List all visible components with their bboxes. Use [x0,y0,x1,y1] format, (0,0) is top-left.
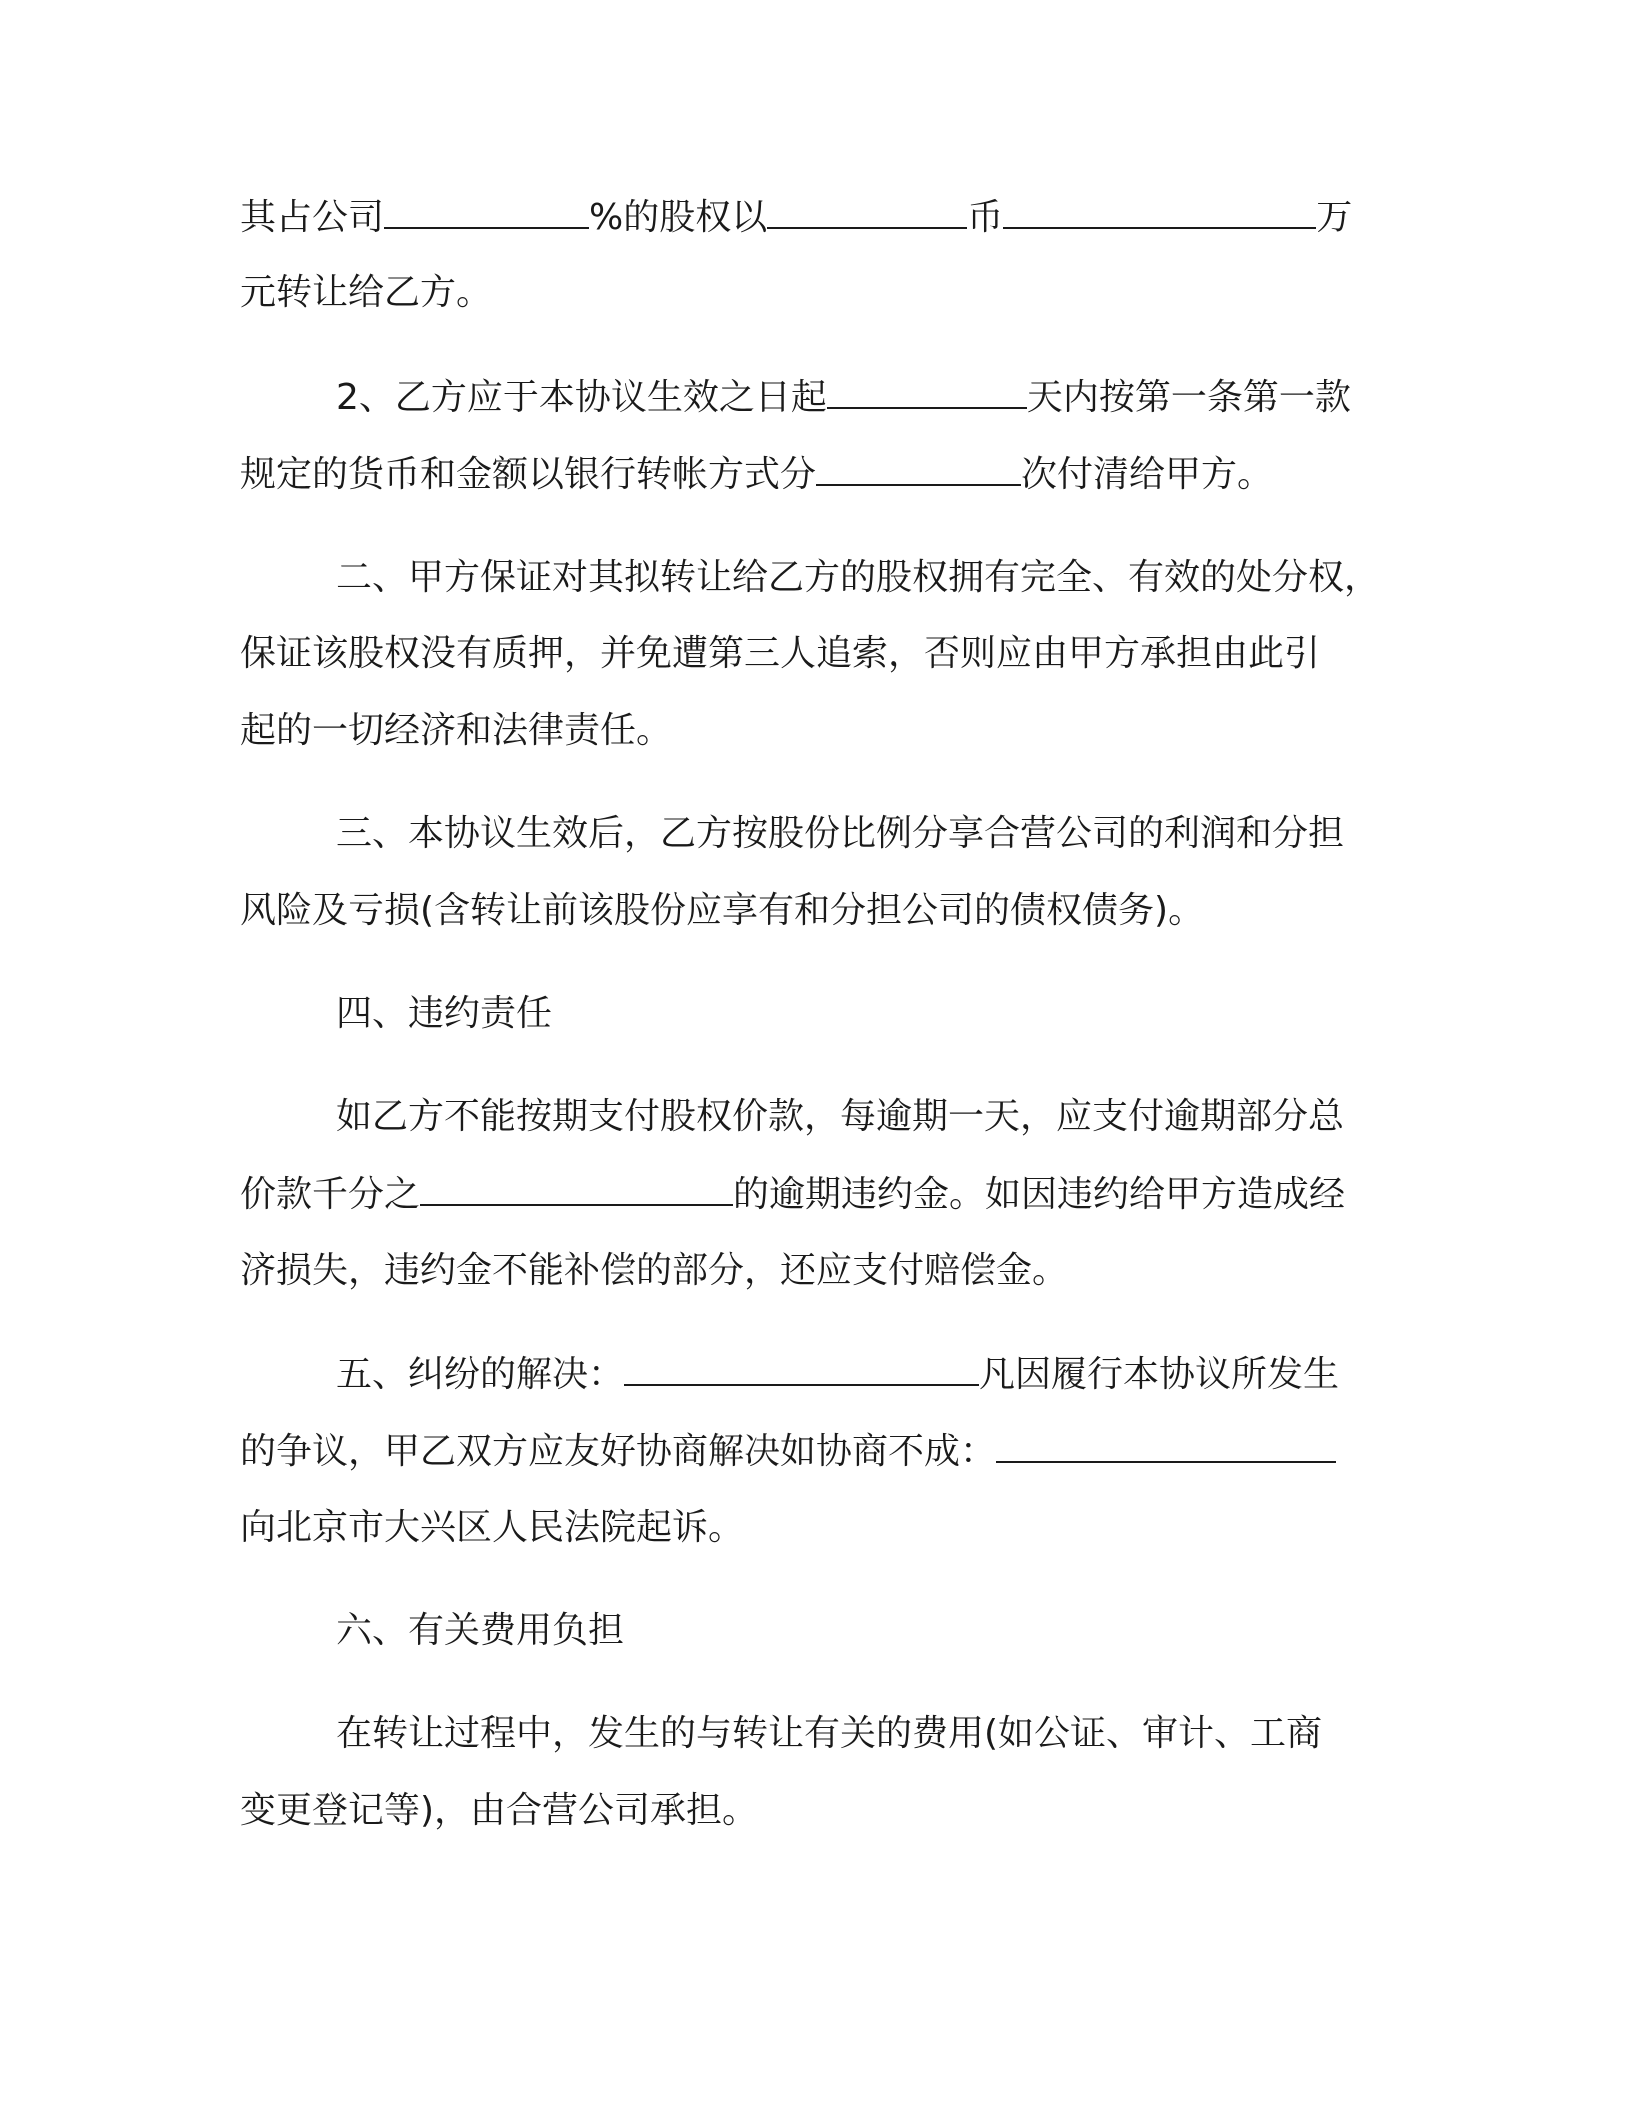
paragraph-line [336,810,1344,858]
text-fragment: 其占公司 [240,197,385,238]
text-fragment: 万 [1316,197,1353,238]
section-heading [336,990,552,1038]
paragraph-line [336,373,1351,421]
paragraph-line [240,450,1273,498]
text-fragment: 2、乙方应于本协议生效之日起 [336,377,827,418]
paragraph-line [336,1350,1339,1398]
paragraph-line [336,1093,1344,1141]
text-fragment: %的股权以 [589,197,768,238]
text-fragment: 的争议，甲乙双方应友好协商解决如协商不成： [240,1431,997,1472]
text-fragment: 规定的货币和金额以银行转帐方式分 [240,454,817,495]
text-fragment: 五、纠纷的解决： [336,1354,625,1395]
paragraph-line [240,1787,758,1835]
paragraph-line [240,1427,1336,1475]
paragraph-line [240,269,492,317]
text-fragment: 济损失，违约金不能补偿的部分，还应支付赔偿金。 [240,1250,1069,1291]
text-fragment: 变更登记等)，由合营公司承担。 [240,1790,759,1831]
text-fragment: 二、甲方保证对其拟转让给乙方的股权拥有完全、有效的处分权， [336,557,1381,598]
text-fragment: 向北京市大兴区人民法院起诉。 [240,1507,745,1548]
paragraph-line [240,1504,744,1552]
fill-in-blank [624,1350,979,1386]
text-fragment: 如乙方不能按期支付股权价款，每逾期一天，应支付逾期部分总 [336,1096,1345,1137]
text-fragment: 元转让给乙方。 [240,272,493,313]
paragraph-line [240,707,672,755]
text-fragment: 币 [967,197,1004,238]
text-fragment: 的逾期违约金。如因违约给甲方造成经 [733,1174,1346,1215]
fill-in-blank [816,450,1021,486]
text-fragment: 在转让过程中，发生的与转让有关的费用(如公证、审计、工商 [336,1713,1323,1754]
text-fragment: 凡因履行本协议所发生 [979,1354,1340,1395]
text-fragment: 三、本协议生效后，乙方按股份比例分享合营公司的利润和分担 [336,813,1345,854]
text-fragment: 起的一切经济和法律责任。 [240,710,673,751]
text-fragment: 天内按第一条第一款 [1026,377,1351,418]
paragraph-line [240,193,1352,241]
fill-in-blank [827,373,1027,409]
fill-in-blank [420,1170,733,1206]
paragraph-line [240,1247,1068,1295]
fill-in-blank [767,193,967,229]
text-fragment: 次付清给甲方。 [1021,454,1274,495]
fill-in-blank [384,193,589,229]
text-fragment: 价款千分之 [240,1174,421,1215]
paragraph-line [240,887,1204,935]
section-heading [336,1607,624,1655]
fill-in-blank [1003,193,1316,229]
text-fragment: 风险及亏损(含转让前该股份应享有和分担公司的债权债务)。 [240,890,1205,931]
fill-in-blank [996,1427,1336,1463]
paragraph-line [240,1170,1345,1218]
text-fragment: 六、有关费用负担 [336,1610,625,1651]
paragraph-line [336,554,1380,602]
paragraph-line [336,1710,1322,1758]
text-fragment: 保证该股权没有质押，并免遭第三人追索，否则应由甲方承担由此引 [240,633,1321,674]
text-fragment: 四、违约责任 [336,993,553,1034]
paragraph-line [240,630,1320,678]
